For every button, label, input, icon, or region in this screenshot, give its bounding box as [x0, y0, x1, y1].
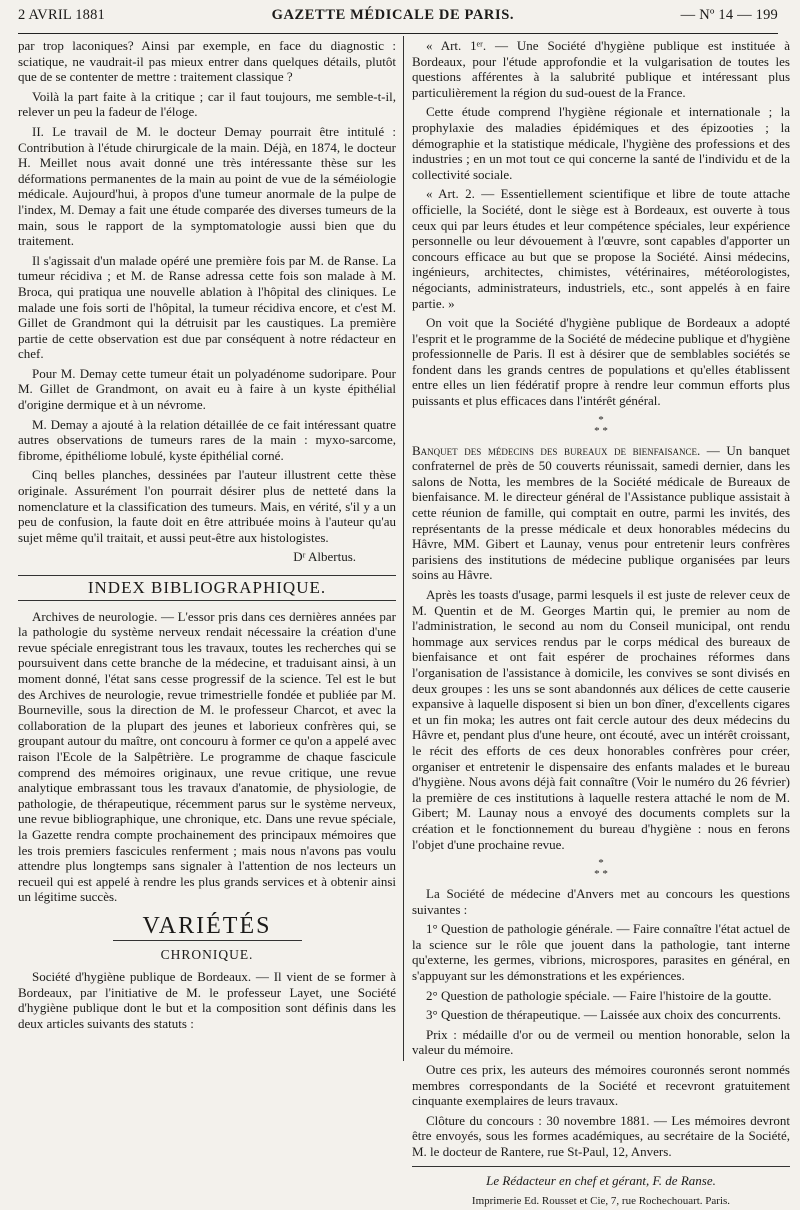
review-paragraph: Pour M. Demay cette tumeur était un polyadénome sudoripare. Pour M. Gillet de Grandmont, on avait eu à faire à un kyste épithélial d'origine dermique et à un névrome.: [18, 365, 396, 413]
section-divider: [113, 940, 302, 941]
question-2: 2° Question de pathologie spéciale. — Faire l'histoire de la goutte.: [426, 987, 772, 1003]
varietes-title: VARIÉTÉS: [142, 912, 272, 939]
statute-article-1-cont: Cette étude comprend l'hygiène régionale et internationale ; la prophylaxie des maladies épidémiques et des épizooties ; la démographie et la statistique médicale, l'hygiène des professions et des industries ; en un mot tout ce qui concerne la santé de l'individu et de la collectivité sociale.: [412, 104, 790, 182]
page-header: [18, 0, 778, 30]
header-rule: [18, 33, 778, 34]
review-paragraph: Il s'agissait d'un malade opéré une première fois par M. de Ranse. La tumeur récidiva ; et M. de Ranse adressa cette fois son malade à M. Broca, qui pratiqua une nouvelle ablation à l'hôpital des cliniques. Le malade une fois sorti de l'hôpital, la tumeur récidiva encore, et c'est M. Gillet de Grandmont qui la détruisit par les caustiques. La première partie de cette observation est due par conséquent à notre rédacteur en chef.: [18, 252, 396, 362]
index-bibliographique-title: INDEX BIBLIOGRAPHIQUE.: [18, 575, 396, 601]
statute-article-1: « Art. 1ᵉʳ. — Une Société d'hygiène publique est instituée à Bordeaux, pour l'étude approfondie et la vulgarisation de toutes les questions afférentes à la salubrité publique et intéressant plus particulièrement la région du sud-ouest de la France.: [412, 38, 790, 100]
question-1: 1° Question de pathologie générale. — Faire connaître l'état actuel de la science sur le rôle que jouent dans la pathologie, tant interne qu'externe, les germes, vibrions, microspores, parasites en général, en s'appuyant sur les démonstrations et les expériences.: [412, 921, 790, 984]
members-paragraph: Outre ces prix, les auteurs des mémoires couronnés seront nommés membres correspondants de la Société et recevront gratuitement cinquante exemplaires de leurs travaux.: [412, 1062, 790, 1109]
review-paragraph: II. Le travail de M. le docteur Demay pourrait être intitulé : Contribution à l'étude chirurgicale de la main. Déjà, en 1874, le docteur H. Meillet nous avait donné une très intéressante thèse sur les déformations permanentes de la main au point de vue de la séméiologie médicale. Aujourd'hui, à propos d'une tumeur anormale de la pulpe de l'index, M. Demay a fait une étude comparée des diverses tumeurs de la main, sous le rapport de la symptomatologie aussi bien que du traitement.: [18, 123, 396, 249]
chronique-title: CHRONIQUE.: [160, 947, 254, 963]
review-paragraph: M. Demay a ajouté à la relation détaillée de ce fait intéressant quatre autres observations de tumeurs rares de la main : myxo-sarcome, fibrome, épithéliome lobulé, kyste épithélial corné.: [18, 416, 396, 463]
banquet-text: — Un banquet confraternel de près de 50 couverts réunissait, samedi dernier, dans les salons de Notta, les membres de la Société médicale de Bureaux de bienfaisance. M. le directeur général de l'Assistance publique assistait à cette réunion de famille, qui comptait en outre, parmi les invités, des représentants de la presse médicale et deux honorables médecins du Hâvre, MM. Gibert et Launay, venus pour entretenir leurs confrères parisiens des institutions de médecine publique organisées par leurs soins au Hâvre.: [412, 442, 790, 583]
asterism-divider: * * *: [594, 857, 608, 881]
question-3: 3° Question de thérapeutique. — Laissée aux choix des concurrents.: [426, 1007, 782, 1023]
banquet-heading: Banquet des médecins des bureaux de bienfaisance.: [412, 442, 701, 458]
editor-signature: Le Rédacteur en chef et gérant, F. de Ranse.: [486, 1172, 716, 1188]
banquet-paragraph-2: Après les toasts d'usage, parmi lesquels il est juste de relever ceux de M. Quentin et de M. Georges Martin qui, le premier au nom de l'administration, le second au nom du Conseil municipal, ont rendu hommage aux services rendus par le corps médical des bureaux de bienfaisance et ont fait espérer de prochaines réformes dans l'organisation de l'assistance à domicile, les convives se sont divisés en deux groupes : les uns se sont abandonnés aux délices de cette causerie expansive à laquelle disposent si bien un bon dîner, d'excellents cigares et un fin moka; les autres ont fait cercle autour des deux médecins du Hâvre et, pendant plus d'une heure, ont écouté, avec un intérêt croissant, le récit des efforts de ces deux honorables confrères pour créer, organiser et entretenir le dispensaire des enfants malades et le bureau d'hygiène. Nous avons déjà fait connaître (Voir le numéro du 26 février) la première de ces institutions à laquelle restera attaché le nom de M. Gibert; M. Launay nous a envoyé des documents complets sur la création et le fonctionnement du bureau d'hygiène : nous en ferons l'objet d'une prochaine revue.: [412, 587, 790, 852]
hygiene-comment: On voit que la Société d'hygiène publique de Bordeaux a adopté l'esprit et le programme de la Société de médecine publique et d'hygiène professionnelle de Paris. Il est à désirer que de semblables sociétés se fondent dans les grands centres de populations et qu'elles établissent entre elles un lien fédératif propre à rendre leur commun efforts plus puissants et plus efficaces dans l'intérêt général.: [412, 315, 790, 409]
footer-rule: [412, 1166, 790, 1167]
left-column: [18, 38, 396, 1068]
chronique-paragraph: Société d'hygiène publique de Bordeaux. — Il vient de se former à Bordeaux, par l'initiative de M. le professeur Layet, une Société d'hygiène publique dont le but et la composition sont définis dans les deux articles suivants des statuts :: [18, 969, 396, 1031]
anvers-paragraph: La Société de médecine d'Anvers met au concours les questions suivantes :: [412, 886, 790, 917]
header-date: 2 AVRIL 1881: [18, 6, 105, 23]
right-column: [412, 38, 790, 1208]
prize-paragraph: Prix : médaille d'or ou de vermeil ou mention honorable, selon la valeur du mémoire.: [412, 1026, 790, 1058]
banquet-paragraph: [412, 443, 790, 583]
review-paragraph: Cinq belles planches, dessinées par l'auteur illustrent cette thèse originale. Assurément l'on pourrait désirer plus de netteté dans la nomenclature et la classification des tumeurs. Mais, en vérité, s'il y a un peu de confusion, la faute doit en être attribuée moins à l'auteur qu'au sujet même qu'il traitait, et aussi peut-être aux histologistes.: [18, 467, 396, 545]
statute-article-2: « Art. 2. — Essentiellement scientifique et libre de toute attache officielle, la Société, dont le siège est à Bordeaux, est ouverte à tous ceux qui par leurs études et leur compétence spéciales, leur expérience personnelle ou leur dévouement à l'œuvre, sont capables d'apporter un concours efficace au but que se propose la Société. Ainsi médecins, ingénieurs, architectes, chimistes, vétérinaires, météorologistes, négociants, administrateurs, industriels, etc., sont appelés à en faire partie. »: [412, 186, 790, 311]
header-issue-page: — Nº 14 — 199: [680, 6, 778, 23]
review-paragraph: Voilà la part faite à la critique ; car il faut toujours, me semble-t-il, relever un peu la fadeur de l'éloge.: [18, 88, 396, 120]
asterism-divider: * * *: [594, 413, 608, 437]
journal-title: GAZETTE MÉDICALE DE PARIS.: [271, 6, 515, 23]
review-signature: Dʳ Albertus.: [293, 549, 356, 565]
closing-paragraph: Clôture du concours : 30 novembre 1881. — Les mémoires devront être envoyés, sous les formes académiques, au secrétaire de la Société, M. le docteur de Rantere, rue St-Paul, 12, Anvers.: [412, 1112, 790, 1159]
index-paragraph: Archives de neurologie. — L'essor pris dans ces dernières années par la pathologie du système nerveux rendait nécessaire la création d'une revue spéciale enregistrant tous les travaux, toutes les recherches qui se poursuivent dans cette branche de la médecine, et traduisant ainsi, à un moment donné, l'état sans cesse progressif de la science. Tel est le but des Archives de neurologie, revue trimestrielle fondée et publiée par M. Bourneville, sous la direction de M. le professeur Charcot, et avec la collaboration de la plupart des jeunes et laborieux confrères qui, se groupant autour du maître, ont concouru à former ce qu'on a appelé avec raison l'Ecole de la Salpêtrière. Le programme de chaque fascicule comprend des mémoires originaux, une revue critique, une revue analytique embrassant tous les travaux d'anatomie, de physiologie, de pathologie, de thérapeutique, récemment parus sur le système nerveux, une revue bibliographique, une chronique, etc. Dans une revue spéciale, la Gazette rendra compte prochainement des principaux mémoires que les trois premiers fascicules renferment ; mais nous n'avons pas voulu attendre plus longtemps sans signaler à l'attention de nos lecteurs un recueil qui est appelé à rendre les plus grands services et à obtenir ainsi un légitime succès.: [18, 608, 396, 905]
review-paragraph: par trop laconiques? Ainsi par exemple, en face du diagnostic : sciatique, ne vaudrait-il pas mieux entrer dans quelques détails, plutôt que de se contenter de mettre : traitement classique ?: [18, 38, 396, 85]
column-divider: [403, 36, 404, 1061]
printer-imprint: Imprimerie Ed. Rousset et Cie, 7, rue Rochechouart. Paris.: [471, 1195, 731, 1208]
